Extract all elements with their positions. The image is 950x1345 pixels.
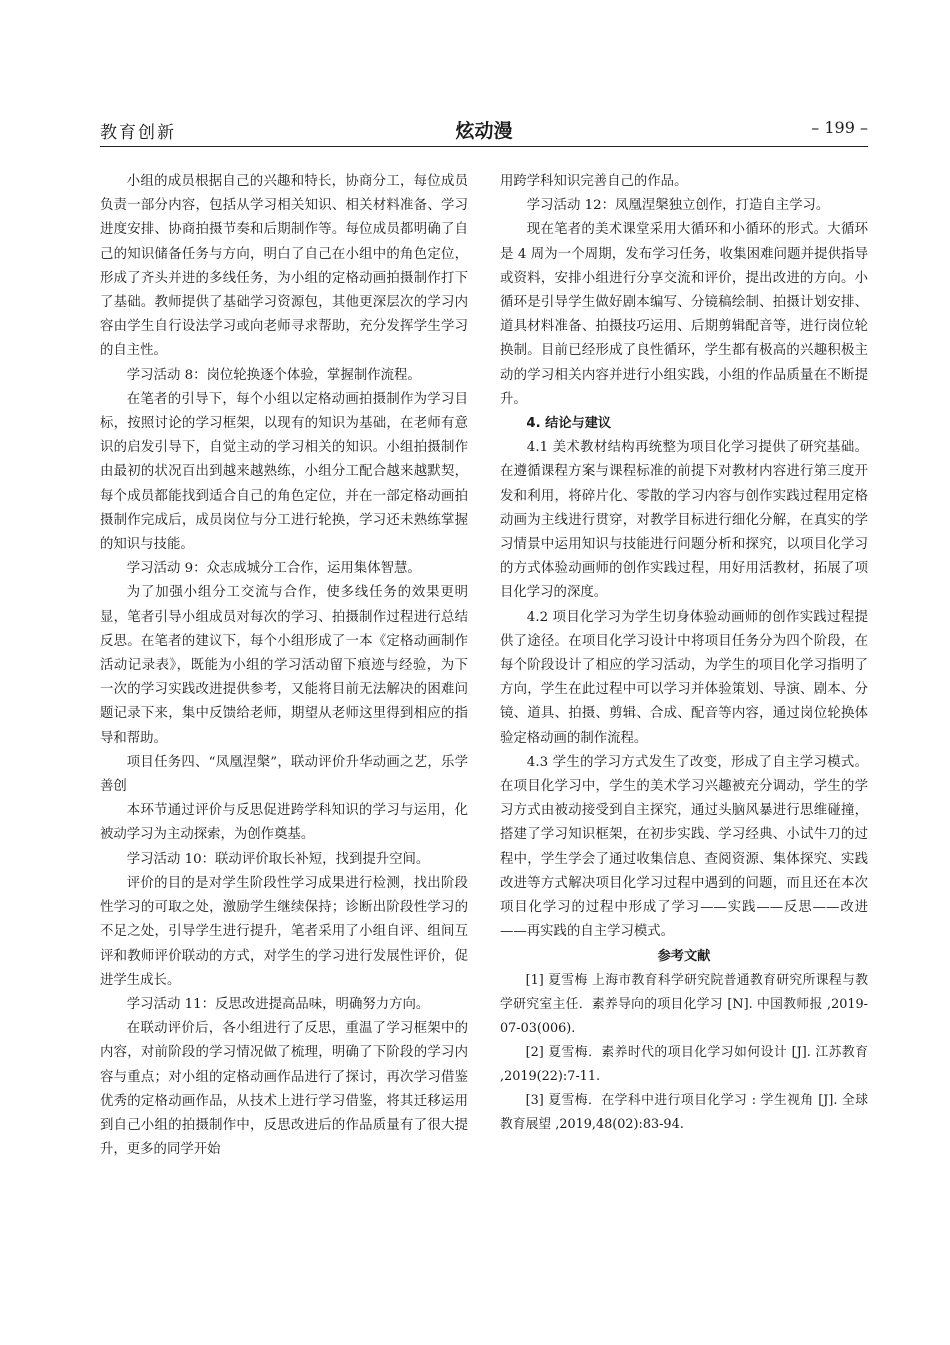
paragraph: 评价的目的是对学生阶段性学习成果进行检测，找出阶段性学习的可取之处，激励学生继续保持；诊断出阶段性学习的不足之处，引导学生进行提升，笔者采用了小组自评、组间互评和教师评价联动的方式，对学生的学习进行发展性评价，促进学生成长。: [100, 875, 468, 988]
conclusion-paragraph: 4.3 学生的学习方式发生了改变，形成了自主学习模式。在项目化学习中，学生的美术学习兴趣被充分调动，学生的学习方式由被动接受到自主探究，通过头脑风暴进行思维碰撞，搭建了学习知识框架，在初步实践、学习经典、小试牛刀的过程中，学生学会了通过收集信息、查阅资源、集体探究、实践改进等方式解决项目化学习过程中遇到的问题，而且还在本次项目化学习的过程中形成了学习——实践——反思——改进——再实践的自主学习模式。: [500, 754, 868, 940]
conclusion-paragraph: 4.2 项目化学习为学生切身体验动画师的创作实践过程提供了途径。在项目化学习设计中将项目任务分为四个阶段，在每个阶段设计了相应的学习活动，为学生的项目化学习指明了方向，学生在此过程中可以学习并体验策划、导演、剧本、分镜、道具、拍摄、剪辑、合成、配音等内容，通过岗位轮换体验定格动画的制作流程。: [500, 609, 868, 746]
right-column: [500, 170, 868, 1137]
reference-item: [1] 夏雪梅 上海市教育科学研究院普通教育研究所课程与教学研究室主任．素养导向的项目化学习 [N]. 中国教师报 ,2019-07-03(006).: [500, 972, 868, 1036]
reference-item: [2] 夏雪梅．素养时代的项目化学习如何设计 [J]. 江苏教育 ,2019(22):7-11.: [500, 1044, 868, 1084]
paragraph: 在笔者的引导下，每个小组以定格动画拍摄制作为学习目标，按照讨论的学习框架，以现有的知识为基础，在老师有意识的启发引导下，自觉主动的学习相关的知识。小组拍摄制作由最初的状况百出到越来越熟练，小组分工配合越来越默契，每个成员都能找到适合自己的角色定位，并在一部定格动画拍摄制作完成后，成员岗位与分工进行轮换，学习还未熟练掌握的知识与技能。: [100, 391, 468, 553]
references-title: 参考文献: [657, 948, 711, 964]
paragraph-continuation: 用跨学科知识完善自己的作品。: [500, 174, 688, 189]
paragraph: 小组的成员根据自己的兴趣和特长，协商分工，每位成员负责一部分内容，包括从学习相关知识、相关材料准备、学习进度安排、协商拍摄节奏和后期制作等。每位成员都明确了自己的知识储备任务与方向，明白了自己在小组中的角色定位，形成了齐头并进的多线任务，为小组的定格动画拍摄制作打下了基础。教师提供了基础学习资源包，其他更深层次的学习内容由学生自行设法学习或向老师寻求帮助，充分发挥学生学习的自主性。: [100, 174, 468, 359]
paragraph: 在联动评价后，各小组进行了反思，重温了学习框架中的内容，对前阶段的学习情况做了梳理，明确了下阶段的学习内容与重点；对小组的定格动画作品进行了探讨，再次学习借鉴优秀的定格动画作品，从技术上进行学习借鉴，将其迁移运用到自己小组的拍摄制作中，反思改进后的作品质量有了很大提升，更多的同学开始: [100, 1021, 468, 1158]
journal-section-label: 教育创新: [100, 123, 176, 143]
activity-heading: 学习活动 12：凤凰涅槃独立创作，打造自主学习。: [526, 198, 830, 214]
activity-heading: 学习活动 11：反思改进提高品味，明确努力方向。: [126, 996, 430, 1012]
reference-item: [3] 夏雪梅．在学科中进行项目化学习 : 学生视角 [J]. 全球教育展望 ,2019,48(02):83-94.: [500, 1092, 868, 1132]
activity-heading: 学习活动 10：联动评价取长补短，找到提升空间。: [126, 851, 430, 867]
activity-heading: 学习活动 9：众志成城分工合作，运用集体智慧。: [126, 561, 421, 577]
task-heading: 项目任务四、“凤凰涅槃”，联动评价升华动画之艺，乐学善创: [100, 754, 468, 795]
section-title: 4. 结论与建议: [526, 416, 612, 432]
page-number: – 199 –: [811, 118, 868, 137]
paragraph: 本环节通过评价与反思促进跨学科知识的学习与运用，化被动学习为主动探索，为创作奠基。: [100, 803, 468, 843]
left-column: [100, 170, 468, 1162]
paragraph: 为了加强小组分工交流与合作，使多线任务的效果更明显，笔者引导小组成员对每次的学习、拍摄制作过程进行总结反思。在笔者的建议下，每个小组形成了一本《定格动画制作活动记录表》，既能为小组的学习活动留下痕迹与经验，为下一次的学习实践改进提供参考，又能将目前无法解决的困难问题记录下来，集中反馈给老师，期望从老师这里得到相应的指导和帮助。: [100, 585, 468, 746]
paragraph: 现在笔者的美术课堂采用大循环和小循环的形式。大循环是 4 周为一个周期，发布学习任务，收集困难问题并提供指导或资料，安排小组进行分享交流和评价，提出改进的方向。小循环是引导学生做好剧本编写、分镜稿绘制、拍摄计划安排、道具材料准备、拍摄技巧运用、后期剪辑配音等，进行岗位轮换制。目前已经形成了良性循环，学生都有极高的兴趣积极主动的学习相关内容并进行小组实践，小组的作品质量在不断提升。: [500, 222, 868, 407]
journal-column-title: 炫动漫: [455, 120, 513, 142]
page-header: [100, 118, 868, 148]
header-rule: [100, 146, 868, 147]
activity-heading: 学习活动 8：岗位轮换逐个体验，掌握制作流程。: [126, 367, 421, 383]
conclusion-paragraph: 4.1 美术教材结构再统整为项目化学习提供了研究基础。在遵循课程方案与课程标准的前提下对教材内容进行第三度开发和利用，将碎片化、零散的学习内容与创作实践过程用定格动画为主线进行贯穿，对教学目标进行细化分解，在真实的学习情景中运用知识与技能进行问题分析和探究，以项目化学习的方式体验动画师的创作实践过程，用好用活教材，拓展了项目化学习的深度。: [500, 440, 868, 601]
